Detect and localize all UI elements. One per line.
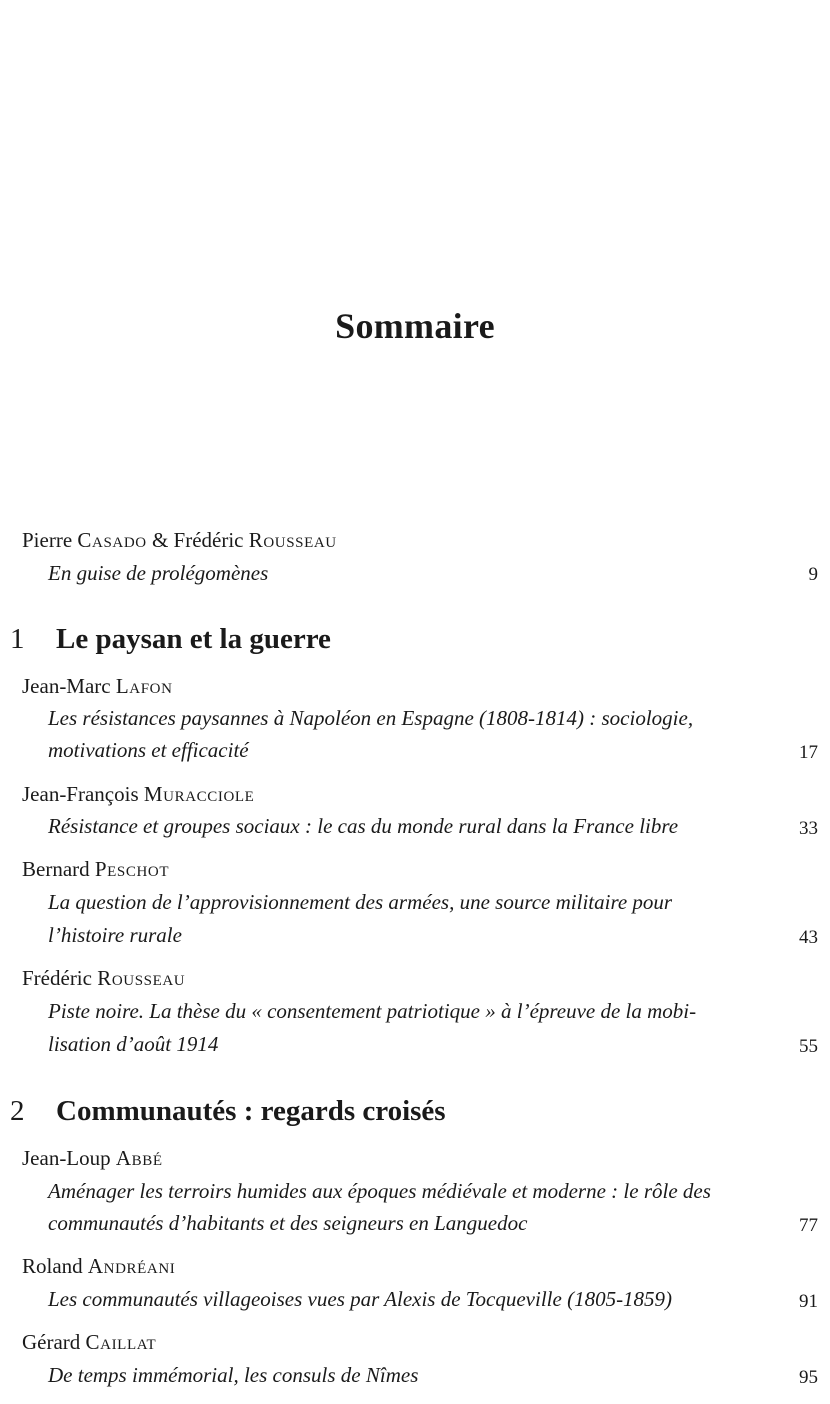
entry-author: Jean-François Muracciole	[22, 782, 255, 806]
entry-title: En guise de prolégomènes	[48, 561, 269, 585]
entry-title-line: De temps immémorial, les consuls de Nîmes	[48, 1363, 419, 1387]
section-number: 1	[10, 623, 25, 655]
section-number: 2	[10, 1095, 25, 1127]
entry-title-line: Piste noire. La thèse du « consentement patriotique » à l’épreuve de la mobi-	[48, 999, 697, 1023]
entry-page-number: 17	[799, 742, 818, 763]
section-title: Communautés : regards croisés	[56, 1095, 446, 1127]
page-title: Sommaire	[335, 306, 495, 346]
entry-title-line: l’histoire rurale	[48, 923, 182, 947]
entry-author: Jean-Marc Lafon	[22, 674, 173, 698]
entry-page-number: 55	[799, 1036, 818, 1057]
section-title: Le paysan et la guerre	[56, 623, 331, 655]
entry-author: Frédéric Rousseau	[22, 966, 186, 990]
entry-page-number: 95	[799, 1367, 818, 1388]
entry-author: Jean-Loup Abbé	[22, 1146, 163, 1170]
entry-author: Gérard Caillat	[22, 1330, 157, 1354]
entry-title-line: Les communautés villageoises vues par Alexis de Tocqueville (1805-1859)	[48, 1287, 673, 1311]
entry-author: Pierre Casado & Frédéric Rousseau	[22, 528, 337, 552]
entry-author: Roland Andréani	[22, 1254, 176, 1278]
entry-page-number: 77	[799, 1215, 818, 1236]
entry-title-line: lisation d’août 1914	[48, 1032, 219, 1056]
entry-title-line: Les résistances paysannes à Napoléon en Espagne (1808-1814) : sociologie,	[48, 706, 694, 730]
entry-title-line: communautés d’habitants et des seigneurs en Languedoc	[48, 1211, 528, 1235]
entry-page-number: 33	[799, 818, 818, 839]
entry-page-number: 43	[799, 927, 818, 948]
entry-title-line: motivations et efficacité	[48, 738, 249, 762]
entry-title-line: Aménager les terroirs humides aux époques médiévale et moderne : le rôle des	[48, 1179, 711, 1203]
entry-author: Bernard Peschot	[22, 857, 170, 881]
entry-title-line: Résistance et groupes sociaux : le cas du monde rural dans la France libre	[48, 814, 679, 838]
entry-page-number: 91	[799, 1291, 818, 1312]
entry-page-number: 9	[808, 564, 818, 585]
entry-title-line: La question de l’approvisionnement des armées, une source militaire pour	[48, 890, 673, 914]
